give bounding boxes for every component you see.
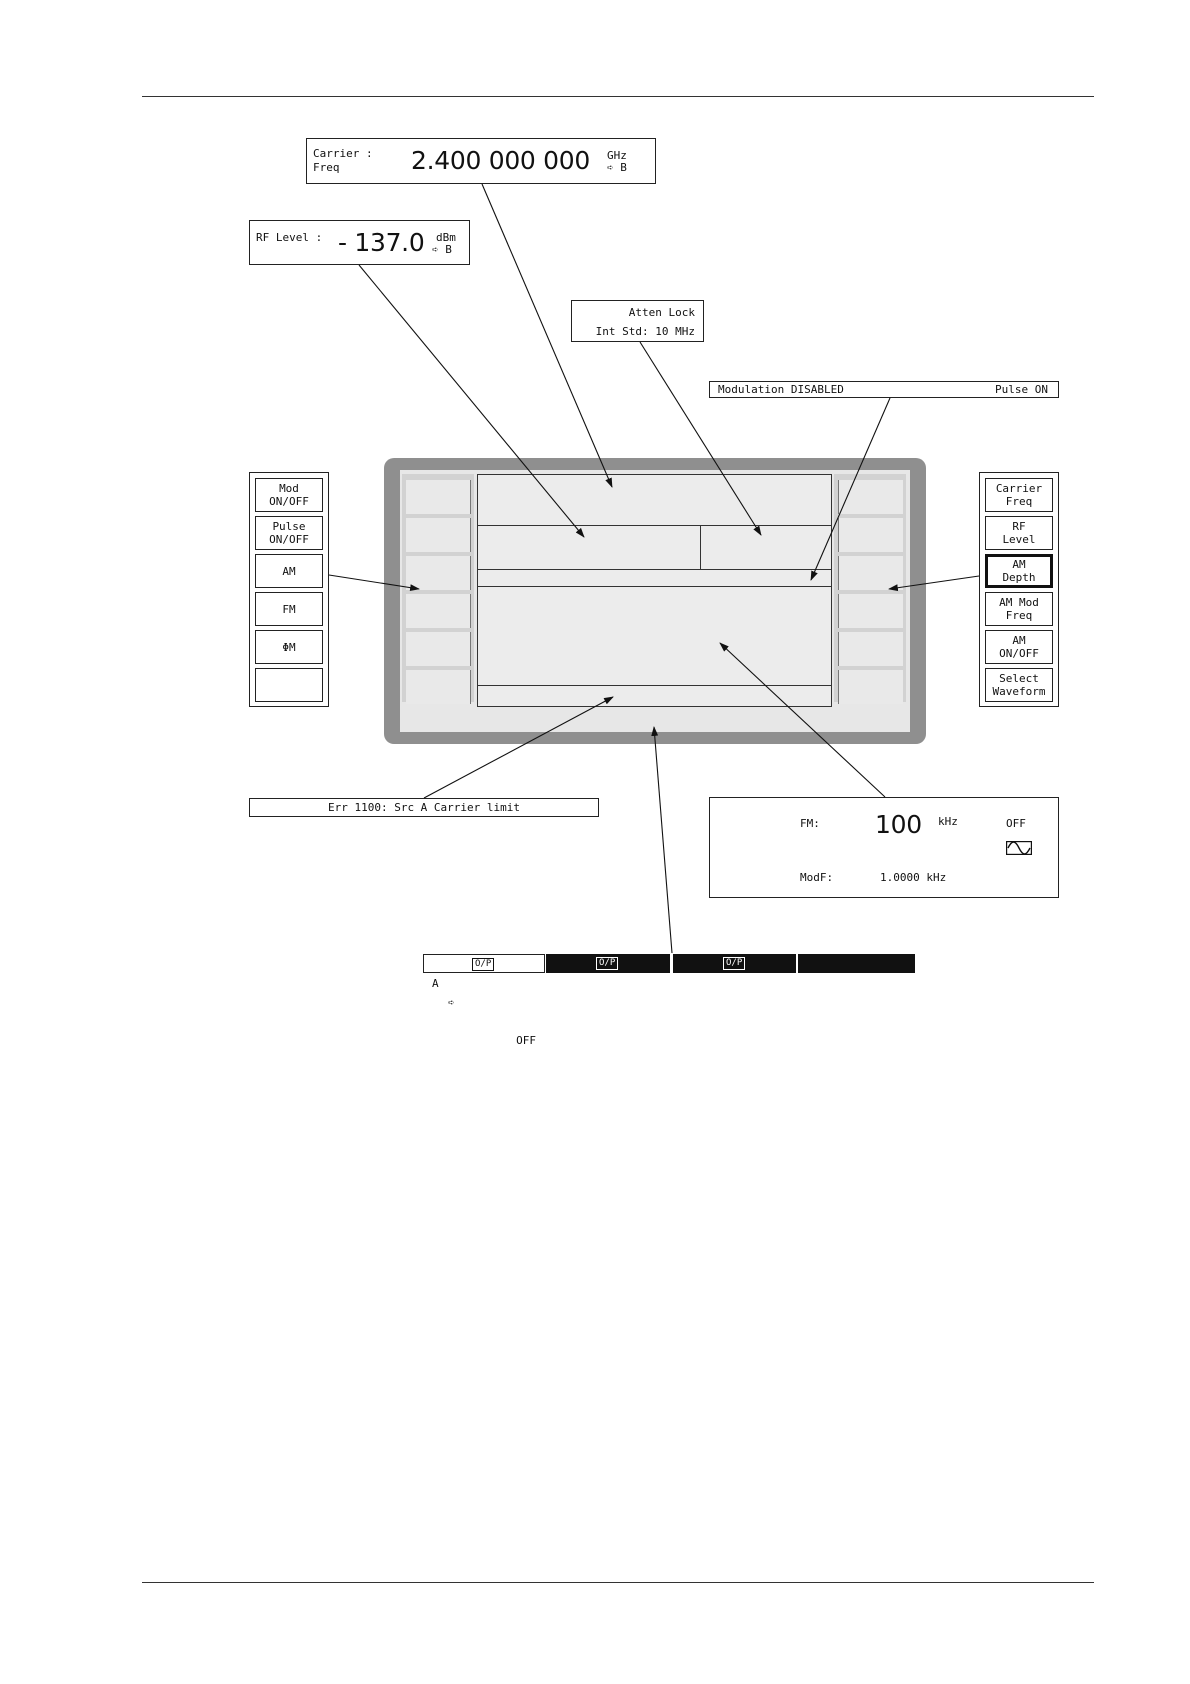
output-b-arrow: ➪ xyxy=(572,995,579,1008)
right-panel-arrow xyxy=(889,576,979,589)
carrier-unit: GHz xyxy=(607,149,627,162)
atten-lock-text: Atten Lock xyxy=(628,306,695,319)
carrier-arrow xyxy=(482,184,612,487)
output-a-op: O/P xyxy=(472,958,494,971)
carrier-label-line1: Carrier : xyxy=(313,147,373,160)
int-std-text: Int Std: 10 MHz xyxy=(595,325,695,338)
output-b-state: OFF xyxy=(642,1033,662,1046)
fm-unit: kHz xyxy=(938,815,958,828)
output-c-source: C xyxy=(683,976,690,989)
pulse-on-off-key[interactable]: Pulse ON/OFF xyxy=(255,516,323,550)
am-key[interactable]: AM xyxy=(255,554,323,588)
error-message-text: Err 1100: Src A Carrier limit xyxy=(327,801,521,814)
am-on-off-key[interactable]: AM ON/OFF xyxy=(985,630,1053,664)
output-b-op: O/P xyxy=(596,957,618,970)
output-a-state: OFF xyxy=(516,1034,536,1047)
fm-label: FM: xyxy=(800,817,820,830)
fm-panel-arrow xyxy=(720,643,885,797)
output-b-source: B xyxy=(556,976,563,989)
modulation-bar-arrow xyxy=(811,398,890,580)
rf-level-arrow xyxy=(359,265,584,537)
am-depth-key[interactable]: AM Depth xyxy=(985,554,1053,588)
phase-mod-key[interactable]: ΦM xyxy=(255,630,323,664)
modf-value: 1.0000 kHz xyxy=(880,871,947,884)
error-arrow xyxy=(424,697,613,798)
mod-on-off-key[interactable]: Mod ON/OFF xyxy=(255,478,323,512)
carrier-value: 2.400 000 000 xyxy=(411,146,590,175)
fm-state: OFF xyxy=(1006,817,1026,830)
carrier-freq-key[interactable]: Carrier Freq xyxy=(985,478,1053,512)
select-waveform-key[interactable]: Select Waveform xyxy=(985,668,1053,702)
left-panel-arrow xyxy=(329,575,419,589)
output-c-arrow: ➪ xyxy=(699,995,706,1008)
output-c-state: OFF xyxy=(768,1033,788,1046)
fm-value: 100 xyxy=(875,810,922,839)
modf-label: ModF: xyxy=(800,871,834,884)
sum-segment-text: Σ not used xyxy=(806,976,873,989)
rf-level-key[interactable]: RF Level xyxy=(985,516,1053,550)
am-mod-freq-key[interactable]: AM Mod Freq xyxy=(985,592,1053,626)
modulation-disabled-text: Modulation DISABLED xyxy=(718,383,844,396)
carrier-route: ➪ B xyxy=(607,161,627,174)
status-bar-arrow xyxy=(654,727,672,953)
rf-level-unit: dBm xyxy=(436,231,456,244)
fm-key[interactable]: FM xyxy=(255,592,323,626)
output-a-arrow: ➪ xyxy=(448,996,455,1009)
carrier-label-line2: Freq xyxy=(313,161,340,174)
output-a-source: A xyxy=(432,977,439,990)
output-c-op: O/P xyxy=(723,957,745,970)
status-arrow xyxy=(640,342,761,535)
rf-level-label: RF Level : xyxy=(256,231,323,244)
rf-level-route: ➪ B xyxy=(432,243,452,256)
rf-level-value: - 137.0 xyxy=(338,228,425,257)
pulse-on-text: Pulse ON xyxy=(995,383,1048,396)
